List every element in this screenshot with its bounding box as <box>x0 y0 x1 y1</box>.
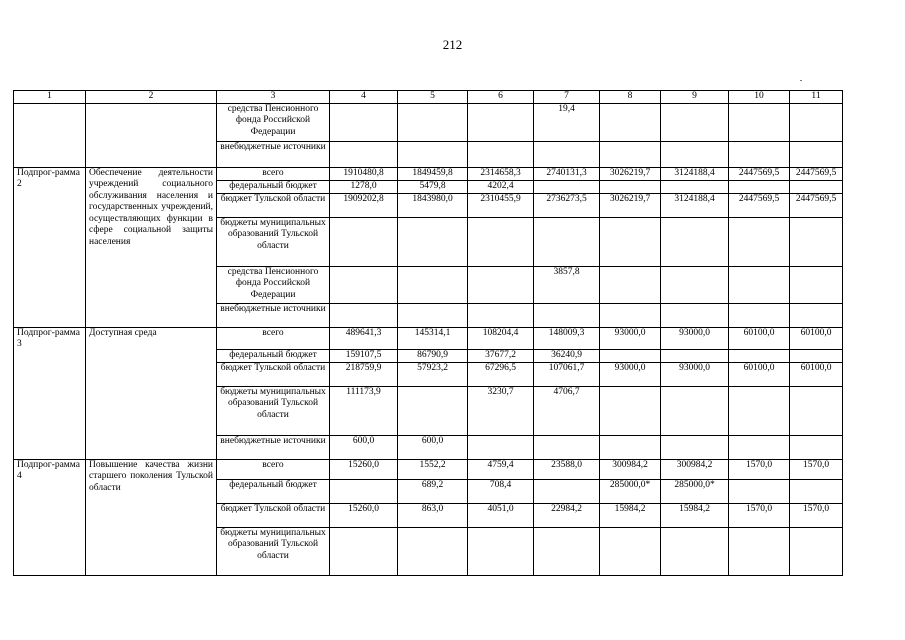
funding-source: всего <box>217 327 330 349</box>
value-cell <box>661 141 729 167</box>
value-cell <box>790 217 843 266</box>
funding-source: внебюджетные источники <box>217 435 330 459</box>
table-row <box>14 327 843 349</box>
program-code-cell <box>14 103 86 167</box>
value-cell: 4706,7 <box>534 386 600 435</box>
value-cell <box>468 141 534 167</box>
program-code-cell: Подпрог-рамма 2 <box>14 167 86 327</box>
value-cell: 2447569,5 <box>790 167 843 180</box>
value-cell <box>330 303 398 327</box>
scan-mark <box>800 80 802 81</box>
value-cell: 708,4 <box>468 479 534 503</box>
funding-source: федеральный бюджет <box>217 479 330 503</box>
value-cell <box>729 266 790 303</box>
value-cell: 1570,0 <box>790 459 843 479</box>
value-cell: 23588,0 <box>534 459 600 479</box>
value-cell <box>468 303 534 327</box>
header-row <box>14 91 843 104</box>
value-cell: 3230,7 <box>468 386 534 435</box>
value-cell <box>398 103 468 141</box>
value-cell <box>661 435 729 459</box>
value-cell: 1570,0 <box>729 503 790 527</box>
value-cell: 57923,2 <box>398 362 468 386</box>
value-cell: 60100,0 <box>729 327 790 349</box>
value-cell <box>729 180 790 193</box>
value-cell <box>398 266 468 303</box>
header-cell: 7 <box>534 91 600 104</box>
value-cell: 2447569,5 <box>790 193 843 217</box>
value-cell: 600,0 <box>398 435 468 459</box>
funding-source: всего <box>217 459 330 479</box>
value-cell: 93000,0 <box>600 362 661 386</box>
program-code-cell: Подпрог-рамма 4 <box>14 459 86 575</box>
value-cell: 3026219,7 <box>600 193 661 217</box>
value-cell: 22984,2 <box>534 503 600 527</box>
value-cell: 1552,2 <box>398 459 468 479</box>
value-cell: 2736273,5 <box>534 193 600 217</box>
value-cell: 300984,2 <box>661 459 729 479</box>
table-row <box>14 167 843 180</box>
value-cell: 1910480,8 <box>330 167 398 180</box>
value-cell <box>729 527 790 575</box>
value-cell <box>600 435 661 459</box>
value-cell <box>398 303 468 327</box>
value-cell: 19,4 <box>534 103 600 141</box>
value-cell: 600,0 <box>330 435 398 459</box>
value-cell <box>600 527 661 575</box>
header-cell: 4 <box>330 91 398 104</box>
value-cell: 3124188,4 <box>661 193 729 217</box>
value-cell <box>729 141 790 167</box>
value-cell: 159107,5 <box>330 349 398 362</box>
program-name-cell: Доступная среда <box>86 327 217 459</box>
value-cell: 1278,0 <box>330 180 398 193</box>
value-cell: 218759,9 <box>330 362 398 386</box>
header-cell: 9 <box>661 91 729 104</box>
value-cell <box>600 180 661 193</box>
value-cell: 689,2 <box>398 479 468 503</box>
program-name-cell <box>86 103 217 167</box>
value-cell: 1570,0 <box>790 503 843 527</box>
value-cell <box>790 479 843 503</box>
value-cell: 145314,1 <box>398 327 468 349</box>
value-cell: 300984,2 <box>600 459 661 479</box>
value-cell <box>600 217 661 266</box>
value-cell <box>600 103 661 141</box>
value-cell <box>600 349 661 362</box>
value-cell <box>468 527 534 575</box>
funding-source: бюджеты муниципальных образований Тульской области <box>217 527 330 575</box>
header-cell: 11 <box>790 91 843 104</box>
value-cell <box>661 180 729 193</box>
value-cell <box>534 217 600 266</box>
value-cell <box>790 103 843 141</box>
value-cell: 15260,0 <box>330 503 398 527</box>
value-cell: 111173,9 <box>330 386 398 435</box>
value-cell: 107061,7 <box>534 362 600 386</box>
value-cell <box>661 527 729 575</box>
value-cell <box>330 217 398 266</box>
value-cell <box>534 479 600 503</box>
funding-source: всего <box>217 167 330 180</box>
value-cell: 67296,5 <box>468 362 534 386</box>
value-cell <box>398 141 468 167</box>
value-cell: 1843980,0 <box>398 193 468 217</box>
funding-source: бюджеты муниципальных образований Тульской области <box>217 386 330 435</box>
value-cell: 15260,0 <box>330 459 398 479</box>
value-cell: 863,0 <box>398 503 468 527</box>
value-cell: 2310455,9 <box>468 193 534 217</box>
budget-table <box>13 90 843 576</box>
value-cell <box>600 303 661 327</box>
table-row <box>14 459 843 479</box>
value-cell <box>661 386 729 435</box>
value-cell <box>790 386 843 435</box>
value-cell <box>729 303 790 327</box>
value-cell <box>534 303 600 327</box>
value-cell <box>729 217 790 266</box>
value-cell: 1849459,8 <box>398 167 468 180</box>
value-cell <box>468 103 534 141</box>
value-cell: 37677,2 <box>468 349 534 362</box>
value-cell: 1570,0 <box>729 459 790 479</box>
value-cell: 60100,0 <box>729 362 790 386</box>
value-cell <box>790 180 843 193</box>
value-cell <box>600 141 661 167</box>
value-cell: 93000,0 <box>600 327 661 349</box>
value-cell: 285000,0* <box>600 479 661 503</box>
header-cell: 10 <box>729 91 790 104</box>
header-cell: 2 <box>86 91 217 104</box>
value-cell <box>729 479 790 503</box>
value-cell: 4051,0 <box>468 503 534 527</box>
value-cell: 4759,4 <box>468 459 534 479</box>
value-cell <box>790 349 843 362</box>
page-number: 212 <box>442 37 463 52</box>
value-cell <box>790 435 843 459</box>
value-cell <box>661 303 729 327</box>
program-code-cell: Подпрог-рамма 3 <box>14 327 86 459</box>
value-cell <box>729 386 790 435</box>
header-cell: 5 <box>398 91 468 104</box>
value-cell <box>534 180 600 193</box>
funding-source: бюджет Тульской области <box>217 193 330 217</box>
value-cell <box>661 217 729 266</box>
value-cell <box>468 435 534 459</box>
value-cell <box>661 349 729 362</box>
value-cell: 5479,8 <box>398 180 468 193</box>
value-cell <box>398 386 468 435</box>
value-cell: 15984,2 <box>600 503 661 527</box>
value-cell <box>790 303 843 327</box>
value-cell: 36240,9 <box>534 349 600 362</box>
value-cell <box>330 266 398 303</box>
value-cell: 148009,3 <box>534 327 600 349</box>
value-cell: 60100,0 <box>790 362 843 386</box>
value-cell <box>398 217 468 266</box>
funding-source: средства Пенсионного фонда Российской Федерации <box>217 266 330 303</box>
value-cell <box>330 141 398 167</box>
value-cell <box>729 103 790 141</box>
table-row <box>14 103 843 141</box>
value-cell: 2447569,5 <box>729 193 790 217</box>
funding-source: бюджеты муниципальных образований Тульской области <box>217 217 330 266</box>
value-cell <box>534 141 600 167</box>
value-cell: 108204,4 <box>468 327 534 349</box>
funding-source: средства Пенсионного фонда Российской Федерации <box>217 103 330 141</box>
value-cell <box>534 527 600 575</box>
program-name-cell: Обеспечение деятельности учреждений социального обслуживания населения и государственных учреждений, осуществляющих функции в сфере социальной защиты населения <box>86 167 217 327</box>
value-cell: 2314658,3 <box>468 167 534 180</box>
funding-source: федеральный бюджет <box>217 180 330 193</box>
value-cell: 489641,3 <box>330 327 398 349</box>
value-cell <box>468 217 534 266</box>
value-cell <box>790 266 843 303</box>
funding-source: федеральный бюджет <box>217 349 330 362</box>
value-cell <box>790 141 843 167</box>
program-name-cell: Повышение качества жизни старшего поколения Тульской области <box>86 459 217 575</box>
value-cell: 2740131,3 <box>534 167 600 180</box>
value-cell: 93000,0 <box>661 327 729 349</box>
value-cell: 2447569,5 <box>729 167 790 180</box>
value-cell: 3026219,7 <box>600 167 661 180</box>
funding-source: внебюджетные источники <box>217 141 330 167</box>
value-cell <box>790 527 843 575</box>
value-cell <box>534 435 600 459</box>
value-cell: 3857,8 <box>534 266 600 303</box>
funding-source: бюджет Тульской области <box>217 362 330 386</box>
header-cell: 3 <box>217 91 330 104</box>
value-cell: 4202,4 <box>468 180 534 193</box>
value-cell: 86790,9 <box>398 349 468 362</box>
header-cell: 6 <box>468 91 534 104</box>
funding-source: бюджет Тульской области <box>217 503 330 527</box>
value-cell <box>330 479 398 503</box>
value-cell: 60100,0 <box>790 327 843 349</box>
value-cell <box>661 266 729 303</box>
value-cell <box>661 103 729 141</box>
header-cell: 1 <box>14 91 86 104</box>
value-cell <box>330 103 398 141</box>
value-cell <box>330 527 398 575</box>
value-cell: 3124188,4 <box>661 167 729 180</box>
value-cell <box>600 266 661 303</box>
value-cell <box>398 527 468 575</box>
value-cell: 285000,0* <box>661 479 729 503</box>
value-cell: 15984,2 <box>661 503 729 527</box>
value-cell <box>729 349 790 362</box>
value-cell <box>600 386 661 435</box>
funding-source: внебюджетные источники <box>217 303 330 327</box>
header-cell: 8 <box>600 91 661 104</box>
value-cell: 93000,0 <box>661 362 729 386</box>
value-cell <box>468 266 534 303</box>
value-cell: 1909202,8 <box>330 193 398 217</box>
value-cell <box>729 435 790 459</box>
